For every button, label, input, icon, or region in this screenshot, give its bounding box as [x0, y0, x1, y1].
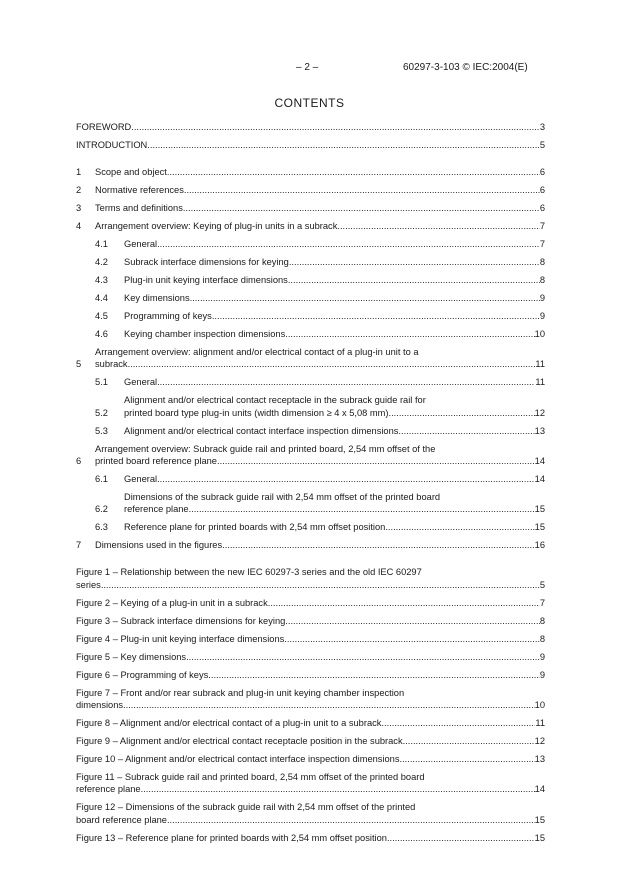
- entry-body: [124, 274, 545, 286]
- entry-last-line: [124, 407, 545, 419]
- entry-body: [76, 633, 545, 645]
- dot-leader: [212, 310, 540, 322]
- entry-number: 7: [76, 540, 82, 551]
- toc-clause-entry[interactable]: [76, 202, 545, 214]
- entry-number: 4.1: [95, 238, 108, 249]
- dot-leader: [167, 814, 535, 826]
- entry-number: 6.3: [95, 522, 108, 533]
- dot-leader: [184, 184, 540, 196]
- toc-figure-entry[interactable]: [76, 735, 545, 747]
- toc-front-entry[interactable]: [76, 139, 545, 151]
- entry-last-line: [95, 539, 545, 551]
- entry-title: Figure 10 – Alignment and/or electrical contact interface inspection dimensions: [76, 754, 400, 765]
- dot-leader: [186, 651, 540, 663]
- entry-last-line: [95, 220, 545, 232]
- entry-number: 5: [76, 359, 82, 370]
- entry-last-line: [124, 328, 545, 340]
- entry-page-number: 7: [539, 220, 545, 231]
- dot-leader: [167, 166, 540, 178]
- entry-last-line: [76, 615, 545, 627]
- entry-page-number: 15: [534, 814, 545, 825]
- entry-last-line: [124, 274, 545, 286]
- entry-last-line: [95, 184, 545, 196]
- entry-body: [95, 346, 545, 371]
- entry-number: 4.5: [95, 310, 108, 321]
- dot-leader: [157, 473, 535, 485]
- entry-body: [124, 328, 545, 340]
- dot-leader: [403, 735, 535, 747]
- entry-page-number: 6: [539, 184, 545, 195]
- toc-subclause-entry[interactable]: [76, 394, 545, 419]
- entry-last-line: [124, 503, 545, 515]
- toc-clause-entry[interactable]: [76, 539, 545, 551]
- entry-title: Alignment and/or electrical contact interface inspection dimensions: [124, 425, 399, 436]
- entry-title: dimensions: [76, 700, 124, 711]
- entry-body: [76, 139, 545, 151]
- dot-leader: [289, 256, 540, 268]
- entry-body: [124, 256, 545, 268]
- entry-page-number: 11: [535, 718, 545, 729]
- entry-number: 4.2: [95, 256, 108, 267]
- entry-number: 6.1: [95, 473, 108, 484]
- entry-page-number: 7: [539, 238, 545, 249]
- dot-leader: [285, 328, 534, 340]
- entry-page-number: 11: [535, 377, 545, 388]
- dot-leader: [381, 717, 535, 729]
- toc-clause-entry[interactable]: [76, 220, 545, 232]
- entry-title: Arrangement overview: Keying of plug-in units in a subrack: [95, 220, 338, 231]
- entry-title: Figure 5 – Key dimensions: [76, 651, 187, 662]
- entry-body: [124, 376, 545, 388]
- dot-leader: [189, 503, 535, 515]
- entry-last-line: [76, 699, 545, 711]
- toc-subclause-entry[interactable]: [76, 274, 545, 286]
- entry-last-line: [124, 425, 545, 437]
- entry-number: 1: [76, 166, 82, 177]
- toc-figure-entry[interactable]: [76, 832, 545, 844]
- entry-body: [76, 753, 545, 765]
- toc-figure-entry[interactable]: [76, 687, 545, 712]
- toc-subclause-entry[interactable]: [76, 473, 545, 485]
- dot-leader: [400, 753, 535, 765]
- toc-clause-entry[interactable]: [76, 184, 545, 196]
- toc-subclause-entry[interactable]: [76, 425, 545, 437]
- entry-last-line: [124, 256, 545, 268]
- page-header: [0, 62, 619, 76]
- entry-page-number: 6: [539, 166, 545, 177]
- section-spacer: [76, 557, 545, 566]
- entry-body: [124, 292, 545, 304]
- entry-last-line: [76, 597, 545, 609]
- dot-leader: [128, 358, 536, 370]
- entry-title: reference plane: [76, 784, 141, 795]
- entry-number: 2: [76, 184, 82, 195]
- toc-subclause-entry[interactable]: [76, 238, 545, 250]
- entry-number: 4: [76, 220, 82, 231]
- entry-page-number: 15: [534, 522, 545, 533]
- entry-page-number: 13: [534, 425, 545, 436]
- entry-body: [76, 735, 545, 747]
- entry-title: FOREWORD: [76, 121, 132, 132]
- toc-subclause-entry[interactable]: [76, 292, 545, 304]
- entry-number: 5.1: [95, 377, 108, 388]
- entry-title: Programming of keys: [124, 310, 212, 321]
- dot-leader: [385, 521, 534, 533]
- entry-title: General: [124, 238, 158, 249]
- toc-figure-entry[interactable]: [76, 633, 545, 645]
- entry-last-line: [124, 473, 545, 485]
- entry-page-number: 16: [534, 540, 545, 551]
- entry-title: printed board reference plane: [95, 456, 217, 466]
- dot-leader: [288, 274, 540, 286]
- entry-title: reference plane: [124, 504, 189, 515]
- entry-title: Key dimensions: [124, 292, 190, 303]
- entry-page-number: 9: [539, 310, 545, 321]
- section-spacer: [76, 157, 545, 166]
- table-of-contents: [76, 121, 545, 850]
- entry-last-line: [124, 521, 545, 533]
- entry-body: [124, 521, 545, 533]
- entry-body: [76, 771, 545, 796]
- entry-page-number: 9: [539, 669, 545, 680]
- page-number: – 2 –: [296, 62, 319, 73]
- entry-body: [76, 669, 545, 681]
- entry-body: [124, 394, 545, 419]
- entry-number: 5.3: [95, 425, 108, 436]
- entry-body: [76, 597, 545, 609]
- entry-page-number: 15: [534, 832, 545, 843]
- dot-leader: [183, 202, 540, 214]
- dot-leader: [101, 579, 540, 591]
- dot-leader: [217, 455, 535, 467]
- entry-page-number: 6: [539, 202, 545, 213]
- entry-last-line: [76, 579, 545, 591]
- dot-leader: [284, 633, 540, 645]
- entry-last-line: [95, 166, 545, 178]
- dot-leader: [387, 832, 535, 844]
- entry-page-number: 3: [539, 121, 545, 132]
- toc-subclause-entry[interactable]: [76, 256, 545, 268]
- entry-title: General: [124, 377, 158, 388]
- entry-page-number: 12: [534, 407, 545, 418]
- entry-last-line: [76, 814, 545, 826]
- entry-page-number: 10: [534, 700, 545, 711]
- entry-page-number: 5: [539, 139, 545, 150]
- entry-body: [124, 238, 545, 250]
- entry-title: Figure 6 – Programming of keys: [76, 669, 209, 680]
- toc-front-entry[interactable]: [76, 121, 545, 133]
- entry-title-first-line: Dimensions of the subrack guide rail with 2,54 mm offset of the printed board: [124, 491, 441, 502]
- toc-figure-entry[interactable]: [76, 753, 545, 765]
- entry-last-line: [95, 202, 545, 214]
- entry-title: Keying chamber inspection dimensions: [124, 328, 286, 339]
- entry-title: printed board type plug-in units (width dimension ≥ 4 x 5,08 mm): [124, 407, 389, 418]
- entry-body: [76, 121, 545, 133]
- entry-body: [76, 566, 545, 591]
- entry-last-line: [95, 455, 545, 467]
- entry-page-number: 12: [534, 736, 545, 747]
- entry-page-number: 14: [534, 456, 545, 466]
- entry-last-line: [76, 717, 545, 729]
- entry-title-first-line: Figure 1 – Relationship between the new IEC 60297-3 series and the old IEC 60297: [76, 567, 422, 578]
- entry-title: Normative references: [95, 184, 184, 195]
- entry-title: Dimensions used in the figures: [95, 540, 223, 551]
- entry-last-line: [76, 139, 545, 151]
- entry-title: Reference plane for printed boards with 2,54 mm offset position: [124, 522, 386, 533]
- toc-clause-entry[interactable]: [76, 443, 545, 468]
- entry-title-first-line: Figure 7 – Front and/or rear subrack and plug-in unit keying chamber inspection: [76, 687, 405, 698]
- standard-reference: 60297-3-103 © IEC:2004(E): [403, 62, 528, 73]
- toc-figure-entry[interactable]: [76, 771, 545, 796]
- toc-figure-entry[interactable]: [76, 669, 545, 681]
- toc-clause-entry[interactable]: [76, 166, 545, 178]
- entry-last-line: [76, 121, 545, 133]
- entry-number: 6: [76, 456, 82, 466]
- dot-leader: [157, 238, 540, 250]
- entry-title: Plug-in unit keying interface dimensions: [124, 274, 288, 285]
- entry-title-first-line: Figure 12 – Dimensions of the subrack guide rail with 2,54 mm offset of the printed: [76, 802, 416, 813]
- dot-leader: [190, 292, 540, 304]
- entry-last-line: [76, 633, 545, 645]
- entry-title: board reference plane: [76, 814, 167, 825]
- toc-figure-entry[interactable]: [76, 566, 545, 591]
- entry-last-line: [76, 832, 545, 844]
- entry-title: Figure 4 – Plug-in unit keying interface dimensions: [76, 633, 285, 644]
- entry-body: [95, 184, 545, 196]
- entry-body: [124, 310, 545, 322]
- entry-page-number: 8: [539, 274, 545, 285]
- toc-figure-entry[interactable]: [76, 801, 545, 826]
- entry-title: Figure 8 – Alignment and/or electrical contact of a plug-in unit to a subrack: [76, 718, 382, 729]
- entry-title: Subrack interface dimensions for keying: [124, 256, 289, 267]
- dot-leader: [147, 139, 540, 151]
- entry-page-number: 8: [539, 633, 545, 644]
- toc-figure-entry[interactable]: [76, 615, 545, 627]
- entry-body: [95, 443, 545, 468]
- entry-page-number: 14: [534, 473, 545, 484]
- entry-body: [95, 202, 545, 214]
- entry-body: [124, 473, 545, 485]
- entry-last-line: [124, 292, 545, 304]
- toc-subclause-entry[interactable]: [76, 328, 545, 340]
- entry-page-number: 8: [539, 615, 545, 626]
- entry-number: 3: [76, 202, 82, 213]
- entry-page-number: 9: [539, 292, 545, 303]
- dot-leader: [208, 669, 540, 681]
- dot-leader: [268, 597, 540, 609]
- entry-number: 6.2: [95, 504, 108, 515]
- entry-page-number: 10: [534, 328, 545, 339]
- toc-subclause-entry[interactable]: [76, 376, 545, 388]
- toc-clause-entry[interactable]: [76, 346, 545, 371]
- entry-page-number: 13: [534, 754, 545, 765]
- entry-page-number: 15: [534, 504, 545, 515]
- dot-leader: [141, 783, 535, 795]
- entry-last-line: [124, 310, 545, 322]
- entry-title: General: [124, 473, 158, 484]
- entry-last-line: [76, 735, 545, 747]
- entry-number: 4.6: [95, 328, 108, 339]
- entry-page-number: 11: [535, 359, 545, 370]
- dot-leader: [285, 615, 540, 627]
- entry-page-number: 9: [539, 651, 545, 662]
- entry-body: [76, 615, 545, 627]
- entry-body: [76, 687, 545, 712]
- entry-last-line: [76, 669, 545, 681]
- entry-number: 4.4: [95, 292, 108, 303]
- entry-title: Figure 2 – Keying of a plug-in unit in a subrack: [76, 597, 268, 608]
- entry-body: [124, 491, 545, 516]
- entry-number: 4.3: [95, 274, 108, 285]
- entry-body: [76, 717, 545, 729]
- entry-title: series: [76, 579, 101, 590]
- entry-title: Figure 9 – Alignment and/or electrical contact receptacle position in the subrack: [76, 736, 403, 747]
- entry-last-line: [76, 753, 545, 765]
- entry-title: INTRODUCTION: [76, 139, 148, 150]
- entry-title: Figure 13 – Reference plane for printed boards with 2,54 mm offset position: [76, 832, 387, 843]
- entry-body: [95, 539, 545, 551]
- entry-title: subrack: [95, 359, 128, 370]
- entry-page-number: 7: [539, 597, 545, 608]
- entry-title-first-line: Arrangement overview: Subrack guide rail and printed board, 2,54 mm offset of the: [95, 443, 436, 454]
- entry-last-line: [124, 376, 545, 388]
- entry-page-number: 14: [534, 784, 545, 795]
- entry-body: [95, 166, 545, 178]
- entry-body: [124, 425, 545, 437]
- dot-leader: [389, 407, 535, 419]
- entry-body: [76, 651, 545, 663]
- entry-page-number: 8: [539, 256, 545, 267]
- entry-body: [95, 220, 545, 232]
- toc-subclause-entry[interactable]: [76, 521, 545, 533]
- entry-body: [76, 801, 545, 826]
- entry-title-first-line: Arrangement overview: alignment and/or electrical contact of a plug-in unit to a: [95, 346, 419, 357]
- toc-figure-entry[interactable]: [76, 651, 545, 663]
- entry-last-line: [76, 783, 545, 795]
- dot-leader: [131, 121, 540, 133]
- toc-subclause-entry[interactable]: [76, 491, 545, 516]
- dot-leader: [123, 699, 535, 711]
- toc-figure-entry[interactable]: [76, 597, 545, 609]
- dot-leader: [337, 220, 539, 232]
- entry-number: 5.2: [95, 407, 108, 418]
- entry-last-line: [76, 651, 545, 663]
- dot-leader: [398, 425, 534, 437]
- entry-body: [76, 832, 545, 844]
- dot-leader: [157, 376, 535, 388]
- dot-leader: [222, 539, 535, 551]
- entry-title: Figure 3 – Subrack interface dimensions for keying: [76, 615, 286, 626]
- entry-title-first-line: Figure 11 – Subrack guide rail and printed board, 2,54 mm offset of the printed board: [76, 772, 425, 783]
- entry-title: Terms and definitions: [95, 202, 183, 213]
- entry-last-line: [95, 358, 545, 370]
- page-title: CONTENTS: [274, 96, 345, 110]
- toc-subclause-entry[interactable]: [76, 310, 545, 322]
- entry-title: Scope and object: [95, 166, 167, 177]
- toc-figure-entry[interactable]: [76, 717, 545, 729]
- entry-title-first-line: Alignment and/or electrical contact receptacle in the subrack guide rail for: [124, 395, 426, 406]
- entry-page-number: 5: [539, 579, 545, 590]
- entry-last-line: [124, 238, 545, 250]
